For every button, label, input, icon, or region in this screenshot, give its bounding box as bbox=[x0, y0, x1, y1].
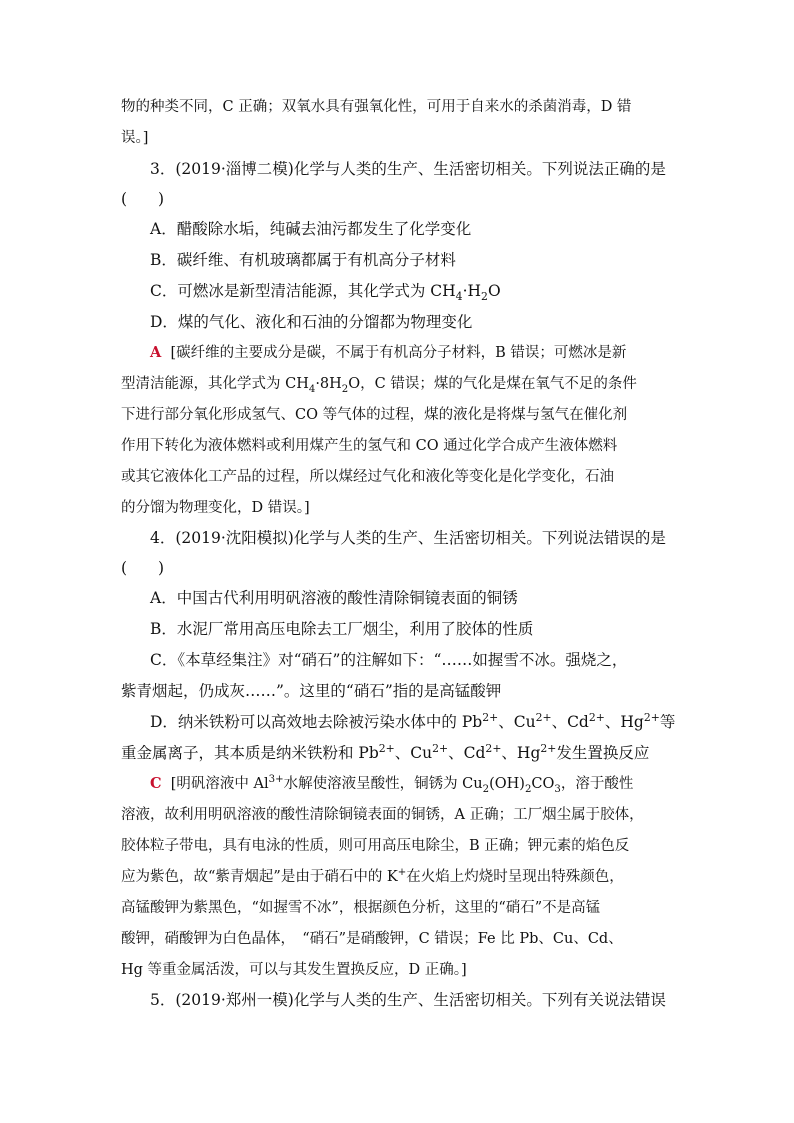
q4-option-b: B．水泥厂常用高压电除去工厂烟尘，利用了胶体的性质 bbox=[150, 620, 534, 638]
q4-answer-line-2: 溶液，故利用明矾溶液的酸性清除铜镜表面的铜锈，A 正确；工厂烟尘属于胶体， bbox=[121, 807, 644, 823]
q4-option-c-line-2: 紫青烟起，仍成灰……”。这里的“硝石”指的是高锰酸钾 bbox=[121, 682, 502, 700]
q3-stem-paren: ( ) bbox=[121, 190, 165, 208]
q4-answer-line-3: 胶体粒子带电，具有电泳的性质，则可用高压电除尘，B 正确；钾元素的焰色反 bbox=[121, 838, 630, 854]
q4-answer-line-6: 酸钾，硝酸钾为白色晶体， “硝石”是硝酸钾，C 错误；Fe 比 Pb、Cu、Cd、 bbox=[121, 931, 623, 947]
q3-answer-line-5: 或其它液体化工产品的过程，所以煤经过气化和液化等变化是化学变化，石油 bbox=[121, 469, 614, 485]
q5-stem: 5．(2019·郑州一模)化学与人类的生产、生活密切相关。下列有关说法错误 bbox=[150, 991, 666, 1009]
q4-option-d-line-1: D．纳米铁粉可以高效地去除被污染水体中的 $Pb^{2+}$、$Cu^{2+}$、$Cd^{2+}$、$Hg^{2+}$等 bbox=[150, 710, 676, 731]
q3-stem: 3．(2019·淄博二模)化学与人类的生产、生活密切相关。下列说法正确的是 bbox=[150, 160, 666, 178]
q4-answer-label: C bbox=[150, 775, 162, 792]
q3-option-b: B．碳纤维、有机玻璃都属于有机高分子材料 bbox=[150, 251, 456, 269]
prev-answer-line-1: 物的种类不同，C 正确；双氧水具有强氧化性，可用于自来水的杀菌消毒，D 错 bbox=[121, 99, 632, 115]
q4-answer-line-7: Hg 等重金属活泼，可以与其发生置换反应，D 正确。] bbox=[121, 962, 467, 978]
q3-answer-line-1: A [碳纤维的主要成分是碳，不属于有机高分子材料，B 错误；可燃冰是新 bbox=[150, 344, 627, 361]
q4-option-a: A．中国古代利用明矾溶液的酸性清除铜镜表面的铜锈 bbox=[150, 589, 518, 607]
q4-answer-line-5: 高锰酸钾为紫黑色，“如握雪不冰”，根据颜色分析，这里的“硝石”不是高锰 bbox=[121, 900, 601, 916]
q3-answer-line-6: 的分馏为物理变化，D 错误。] bbox=[121, 500, 310, 516]
q4-answer-line-1: C [明矾溶液中 $Al^{3+}$水解使溶液呈酸性，铜锈为 $Cu_2(OH)_2CO_3$，溶于酸性 bbox=[150, 774, 634, 795]
q3-answer-line-3: 下进行部分氧化形成氢气、CO 等气体的过程，煤的液化是将煤与氢气在催化剂 bbox=[121, 407, 628, 423]
q3-option-a: A．醋酸除水垢，纯碱去油污都发生了化学变化 bbox=[150, 220, 472, 238]
q4-answer-line-4: 应为紫色，故“紫青烟起”是由于硝石中的 K+在火焰上灼烧时呈现出特殊颜色， bbox=[121, 867, 624, 885]
q4-stem: 4．(2019·沈阳模拟)化学与人类的生产、生活密切相关。下列说法错误的是 bbox=[150, 529, 666, 547]
q4-option-c-line-1: C．《本草经集注》对“硝石”的注解如下：“……如握雪不冰。强烧之， bbox=[150, 651, 628, 669]
q3-answer-line-4: 作用下转化为液体燃料或利用煤产生的氢气和 CO 通过化学合成产生液体燃料 bbox=[121, 438, 618, 454]
q4-stem-paren: ( ) bbox=[121, 559, 165, 577]
prev-answer-line-2: 误。] bbox=[121, 130, 149, 146]
q3-option-d: D．煤的气化、液化和石油的分馏都为物理变化 bbox=[150, 313, 473, 331]
q3-answer-label: A bbox=[150, 344, 162, 361]
q3-option-c: C．可燃冰是新型清洁能源，其化学式为 $CH_4\cdot H_2O$ bbox=[150, 282, 501, 304]
q4-option-d-line-2: 重金属离子，其本质是纳米铁粉和 $Pb^{2+}$、$Cu^{2+}$、$Cd^{2+}$、$Hg^{2+}$发生置换反应 bbox=[121, 741, 650, 762]
q3-answer-line-2: 型清洁能源，其化学式为 $CH_4\cdot 8H_2O$，C 错误；煤的气化是煤在氧气不足的条件 bbox=[121, 376, 637, 395]
